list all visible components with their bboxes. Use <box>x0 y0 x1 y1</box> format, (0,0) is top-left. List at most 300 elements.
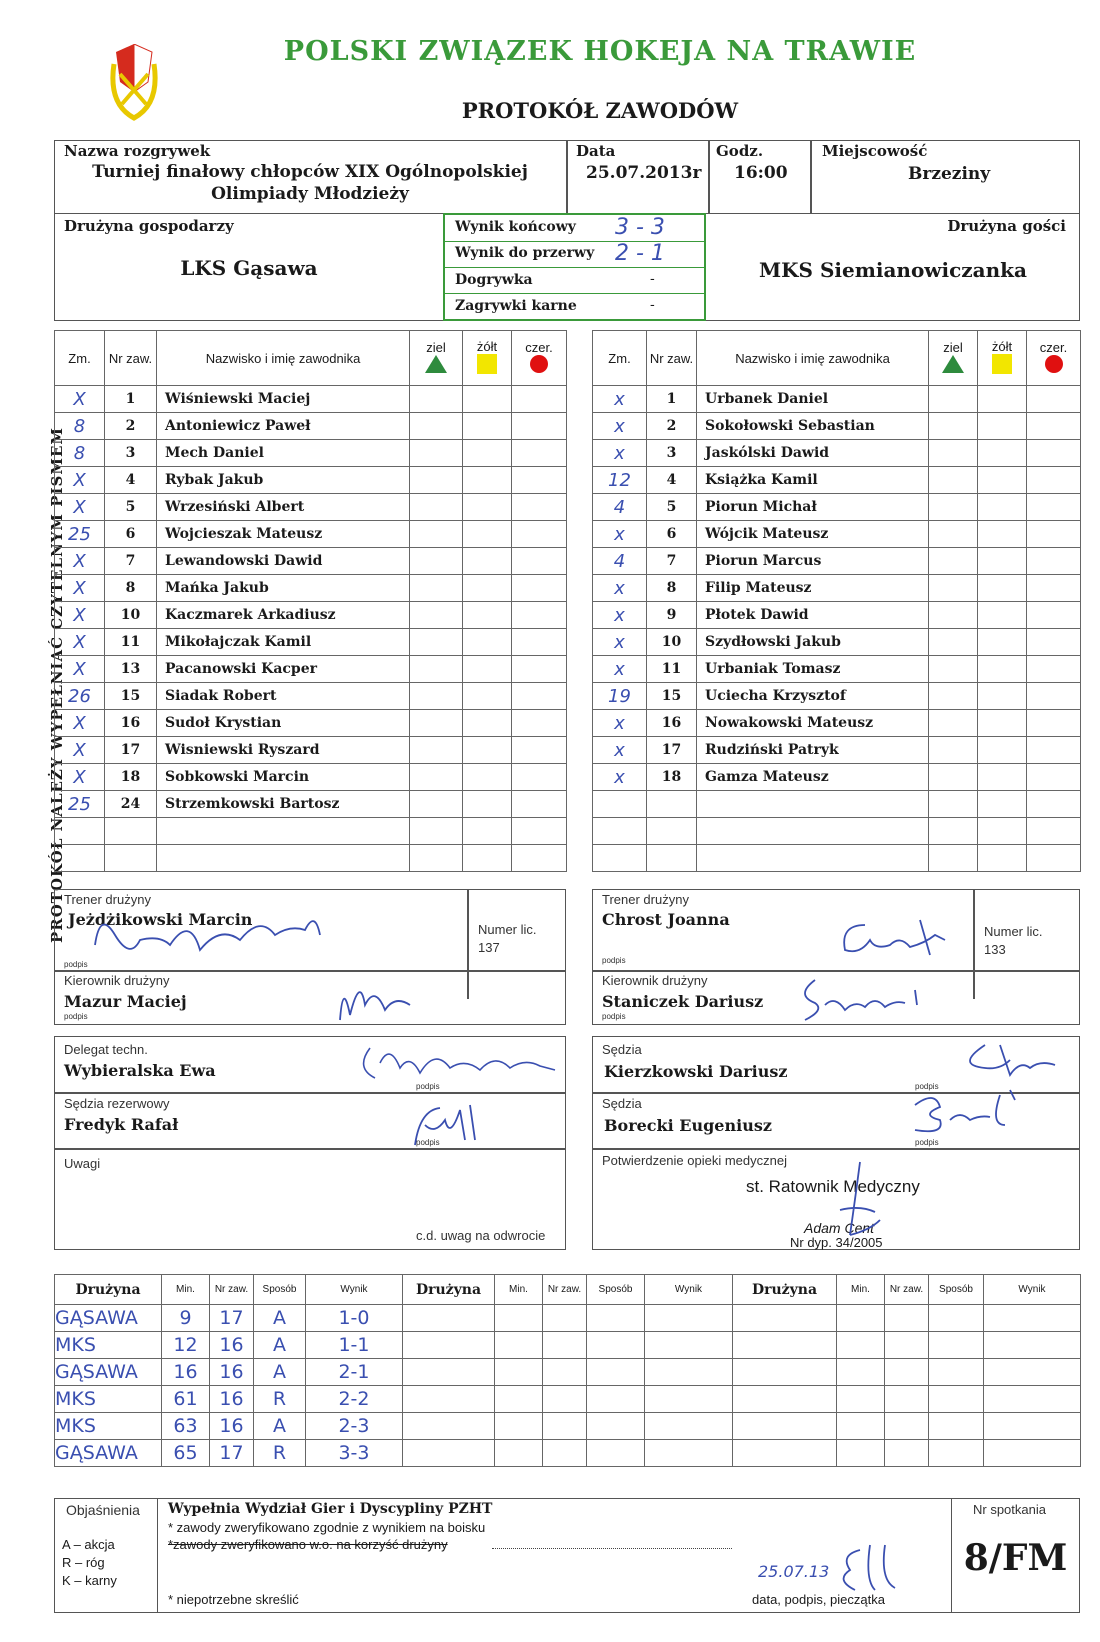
player-name: Urbanek Daniel <box>697 386 929 413</box>
player-name: Gamza Mateusz <box>697 764 929 791</box>
red-card-cell <box>512 548 567 575</box>
col-red: czer. <box>1027 331 1081 386</box>
yellow-card-cell <box>463 791 512 818</box>
col-yellow: żółt <box>978 331 1027 386</box>
yellow-card-cell <box>978 386 1027 413</box>
yellow-card-cell <box>463 575 512 602</box>
player-row <box>593 575 1081 602</box>
green-card-cell <box>929 575 978 602</box>
player-change: x <box>593 521 647 548</box>
red-card-cell <box>512 440 567 467</box>
player-change: 25 <box>55 791 105 818</box>
goal-way <box>587 1440 645 1467</box>
player-name: Pacanowski Kacper <box>157 656 410 683</box>
red-card-cell <box>512 683 567 710</box>
player-row <box>593 656 1081 683</box>
player-name: Piorun Marcus <box>697 548 929 575</box>
player-number: 11 <box>105 629 157 656</box>
time-label: Godz. <box>716 142 764 160</box>
goal-min: 9 <box>162 1305 210 1332</box>
player-change: X <box>55 656 105 683</box>
player-row <box>55 764 567 791</box>
green-card-cell <box>410 683 463 710</box>
player-change: X <box>55 629 105 656</box>
goals-col-nr: Nr zaw. <box>543 1275 587 1305</box>
green-card-cell <box>410 386 463 413</box>
green-card-cell <box>929 548 978 575</box>
result-row-penalties: Zagrywki karne - <box>455 297 655 314</box>
panel-line1: * zawody zweryfikowano zgodnie z wynikiem na boisku <box>168 1520 486 1535</box>
player-change: X <box>55 710 105 737</box>
green-card-cell <box>410 413 463 440</box>
red-card-cell <box>512 602 567 629</box>
time-value: 16:00 <box>734 163 788 183</box>
referee2-signature <box>905 1085 1025 1140</box>
red-card-cell <box>1027 548 1081 575</box>
player-change: x <box>593 710 647 737</box>
goals-col-min: Min. <box>495 1275 543 1305</box>
player-row <box>55 602 567 629</box>
yellow-card-cell <box>463 521 512 548</box>
player-change: X <box>55 602 105 629</box>
goal-nr <box>543 1359 587 1386</box>
side-note: PROTOKÓŁ NALEŻY WYPEŁNIAĆ CZYTELNYM PISMEM <box>48 426 66 944</box>
goal-team <box>403 1440 495 1467</box>
goal-team <box>403 1305 495 1332</box>
player-name: Sudoł Krystian <box>157 710 410 737</box>
player-name: Rybak Jakub <box>157 467 410 494</box>
goal-nr <box>885 1413 929 1440</box>
goal-min <box>495 1413 543 1440</box>
player-change: X <box>55 575 105 602</box>
goal-score <box>984 1386 1081 1413</box>
goal-nr: 16 <box>210 1332 254 1359</box>
green-card-cell <box>410 467 463 494</box>
away-coach-name: Chrost Joanna <box>602 910 730 929</box>
player-number: 17 <box>105 737 157 764</box>
player-change: 4 <box>593 548 647 575</box>
medical-label: Potwierdzenie opieki medycznej <box>602 1153 787 1168</box>
goal-score: 3-3 <box>306 1440 403 1467</box>
player-name: Szydłowski Jakub <box>697 629 929 656</box>
green-card-cell <box>929 764 978 791</box>
green-card-cell <box>929 440 978 467</box>
delegate-name: Wybieralska Ewa <box>64 1061 216 1080</box>
yellow-card-cell <box>463 467 512 494</box>
goal-min <box>837 1386 885 1413</box>
player-row <box>55 413 567 440</box>
player-number: 5 <box>105 494 157 521</box>
col-green: ziel <box>929 331 978 386</box>
red-card-cell <box>1027 629 1081 656</box>
player-name <box>697 845 929 872</box>
away-manager-name: Staniczek Dariusz <box>602 992 764 1011</box>
player-row <box>55 467 567 494</box>
goal-way <box>929 1440 984 1467</box>
red-card-cell <box>1027 521 1081 548</box>
player-number: 3 <box>647 440 697 467</box>
competition-label: Nazwa rozgrywek <box>64 142 211 160</box>
player-number: 15 <box>105 683 157 710</box>
player-number: 3 <box>105 440 157 467</box>
player-name: Sobkowski Marcin <box>157 764 410 791</box>
red-card-cell <box>1027 791 1081 818</box>
home-manager-name: Mazur Maciej <box>64 992 187 1011</box>
home-coach-signature <box>90 905 330 965</box>
goal-score <box>645 1440 733 1467</box>
result-row-overtime: Dogrywka - <box>445 267 704 294</box>
player-row <box>593 467 1081 494</box>
goal-way: R <box>254 1386 306 1413</box>
green-card-cell <box>410 656 463 683</box>
red-card-cell <box>1027 710 1081 737</box>
yellow-card-icon <box>992 354 1012 374</box>
yellow-card-cell <box>978 413 1027 440</box>
player-name: Książka Kamil <box>697 467 929 494</box>
player-number: 1 <box>647 386 697 413</box>
goals-col-nr: Nr zaw. <box>885 1275 929 1305</box>
player-number: 10 <box>105 602 157 629</box>
green-card-cell <box>929 413 978 440</box>
yellow-card-cell <box>463 764 512 791</box>
yellow-card-cell <box>978 602 1027 629</box>
panel-signature <box>835 1540 905 1600</box>
goal-min <box>837 1413 885 1440</box>
player-name: Wójcik Mateusz <box>697 521 929 548</box>
yellow-card-cell <box>463 602 512 629</box>
player-row <box>55 710 567 737</box>
goal-nr <box>543 1332 587 1359</box>
red-card-icon <box>530 355 548 373</box>
player-row <box>593 548 1081 575</box>
player-number: 7 <box>105 548 157 575</box>
goal-way <box>929 1332 984 1359</box>
goal-team <box>733 1440 837 1467</box>
goal-team <box>733 1332 837 1359</box>
home-manager-label: Kierownik drużyny <box>64 973 170 988</box>
goal-score: 2-2 <box>306 1386 403 1413</box>
goal-nr <box>543 1386 587 1413</box>
goal-score <box>645 1413 733 1440</box>
player-row <box>593 602 1081 629</box>
goal-row <box>55 1332 1081 1359</box>
goal-score <box>645 1359 733 1386</box>
yellow-card-cell <box>463 656 512 683</box>
medical-role: st. Ratownik Medyczny <box>746 1177 920 1196</box>
goal-score <box>984 1440 1081 1467</box>
player-row <box>55 737 567 764</box>
yellow-card-cell <box>978 656 1027 683</box>
player-number: 18 <box>647 764 697 791</box>
green-card-cell <box>410 602 463 629</box>
red-card-cell <box>1027 386 1081 413</box>
home-manager-signature <box>335 975 415 1025</box>
player-number: 7 <box>647 548 697 575</box>
goal-way <box>587 1332 645 1359</box>
goal-score <box>984 1359 1081 1386</box>
player-number: 8 <box>647 575 697 602</box>
player-change: x <box>593 764 647 791</box>
player-name: Lewandowski Dawid <box>157 548 410 575</box>
player-change <box>593 818 647 845</box>
green-card-cell <box>410 764 463 791</box>
home-coach-name: Jeżdżikowski Marcin <box>68 910 253 929</box>
goal-team <box>733 1305 837 1332</box>
panel-line2: *zawody zweryfikowano w.o. na korzyść drużyny <box>168 1537 448 1552</box>
player-change: x <box>593 737 647 764</box>
player-row <box>593 737 1081 764</box>
red-card-icon <box>1045 355 1063 373</box>
green-card-cell <box>929 521 978 548</box>
goal-row <box>55 1440 1081 1467</box>
goal-score: 2-1 <box>306 1359 403 1386</box>
yellow-card-cell <box>978 683 1027 710</box>
goal-nr <box>543 1305 587 1332</box>
goals-table <box>54 1274 1081 1467</box>
player-change: x <box>593 575 647 602</box>
place-value: Brzeziny <box>908 164 991 184</box>
col-green: ziel <box>410 331 463 386</box>
yellow-card-cell <box>978 575 1027 602</box>
green-card-cell <box>410 494 463 521</box>
player-name: Siadak Robert <box>157 683 410 710</box>
goals-col-min: Min. <box>162 1275 210 1305</box>
reserve-ref-label: Sędzia rezerwowy <box>64 1096 170 1111</box>
yellow-card-cell <box>978 737 1027 764</box>
player-number: 10 <box>647 629 697 656</box>
goal-team: MKS <box>55 1332 162 1359</box>
player-name: Uciecha Krzysztof <box>697 683 929 710</box>
goal-score <box>984 1305 1081 1332</box>
player-row <box>593 818 1081 845</box>
panel-title: Wypełnia Wydział Gier i Dyscypliny PZHT <box>168 1501 493 1517</box>
player-change: 25 <box>55 521 105 548</box>
medical-signature <box>820 1160 900 1245</box>
player-number: 5 <box>647 494 697 521</box>
player-number: 4 <box>105 467 157 494</box>
goal-way: R <box>254 1440 306 1467</box>
player-name <box>157 818 410 845</box>
player-change: X <box>55 386 105 413</box>
goal-row <box>55 1359 1081 1386</box>
goal-way <box>587 1413 645 1440</box>
result-row-final: Wynik końcowy 3 - 3 <box>445 215 704 242</box>
goals-col-team: Drużyna <box>55 1275 162 1305</box>
date-value: 25.07.2013r <box>586 163 702 183</box>
goal-nr <box>885 1305 929 1332</box>
red-card-cell <box>512 764 567 791</box>
goal-min <box>495 1305 543 1332</box>
goal-nr <box>885 1359 929 1386</box>
goal-score: 1-0 <box>306 1305 403 1332</box>
player-number: 6 <box>105 521 157 548</box>
away-license-label: Numer lic. <box>984 924 1043 939</box>
red-card-cell <box>1027 413 1081 440</box>
goal-score <box>645 1332 733 1359</box>
player-change: x <box>593 602 647 629</box>
player-name: Nowakowski Mateusz <box>697 710 929 737</box>
goal-team <box>733 1359 837 1386</box>
player-name: Filip Mateusz <box>697 575 929 602</box>
goal-min <box>837 1332 885 1359</box>
col-nr: Nr zaw. <box>105 331 157 386</box>
goals-col-team: Drużyna <box>733 1275 837 1305</box>
goal-team <box>403 1413 495 1440</box>
yellow-card-cell <box>463 845 512 872</box>
panel-handwritten-date: 25.07.13 <box>758 1562 830 1581</box>
player-name: Sokołowski Sebastian <box>697 413 929 440</box>
player-change: x <box>593 413 647 440</box>
player-row <box>55 656 567 683</box>
red-card-cell <box>512 629 567 656</box>
goal-team <box>733 1413 837 1440</box>
red-card-cell <box>512 737 567 764</box>
yellow-card-cell <box>978 521 1027 548</box>
red-card-cell <box>512 386 567 413</box>
result-row-half: Wynik do przerwy 2 - 1 <box>445 241 704 268</box>
player-name: Urbaniak Tomasz <box>697 656 929 683</box>
player-number: 11 <box>647 656 697 683</box>
home-license-label: Numer lic. <box>478 922 537 937</box>
goal-team: GĄSAWA <box>55 1440 162 1467</box>
player-number: 18 <box>105 764 157 791</box>
red-card-cell <box>1027 845 1081 872</box>
player-name: Wisniewski Ryszard <box>157 737 410 764</box>
referee2-name: Borecki Eugeniusz <box>604 1116 772 1135</box>
green-card-cell <box>410 521 463 548</box>
goal-way: A <box>254 1359 306 1386</box>
player-change <box>55 845 105 872</box>
home-players-table <box>54 330 567 872</box>
col-name: Nazwisko i imię zawodnika <box>157 331 410 386</box>
player-row <box>55 440 567 467</box>
goal-row <box>55 1413 1081 1440</box>
player-change: 12 <box>593 467 647 494</box>
yellow-card-cell <box>463 629 512 656</box>
player-row <box>593 710 1081 737</box>
col-red: czer. <box>512 331 567 386</box>
yellow-card-cell <box>463 710 512 737</box>
results-box <box>443 213 706 321</box>
player-number: 16 <box>105 710 157 737</box>
player-number: 4 <box>647 467 697 494</box>
green-card-cell <box>929 845 978 872</box>
green-card-cell <box>410 737 463 764</box>
green-card-cell <box>410 818 463 845</box>
player-name <box>697 818 929 845</box>
red-card-cell <box>1027 494 1081 521</box>
remarks-label: Uwagi <box>64 1156 101 1171</box>
goal-min <box>837 1440 885 1467</box>
green-card-cell <box>410 845 463 872</box>
home-team-label: Drużyna gospodarzy <box>64 217 234 235</box>
player-name <box>157 845 410 872</box>
yellow-card-cell <box>978 440 1027 467</box>
goals-col-score: Wynik <box>645 1275 733 1305</box>
player-number: 1 <box>105 386 157 413</box>
player-row <box>55 845 567 872</box>
goal-way <box>587 1386 645 1413</box>
green-card-cell <box>929 629 978 656</box>
goal-nr <box>885 1386 929 1413</box>
goal-min: 61 <box>162 1386 210 1413</box>
red-card-cell <box>1027 764 1081 791</box>
goals-col-way: Sposób <box>929 1275 984 1305</box>
player-number <box>105 845 157 872</box>
yellow-card-cell <box>978 710 1027 737</box>
player-row <box>593 845 1081 872</box>
goal-nr <box>543 1440 587 1467</box>
player-change: 4 <box>593 494 647 521</box>
player-change: x <box>593 440 647 467</box>
goals-col-score: Wynik <box>984 1275 1081 1305</box>
goal-min <box>495 1359 543 1386</box>
yellow-card-cell <box>463 440 512 467</box>
red-card-cell <box>512 521 567 548</box>
yellow-card-cell <box>978 845 1027 872</box>
goal-way <box>929 1413 984 1440</box>
player-name: Mikołajczak Kamil <box>157 629 410 656</box>
player-name: Wiśniewski Maciej <box>157 386 410 413</box>
player-change: X <box>55 764 105 791</box>
goal-score <box>984 1413 1081 1440</box>
red-card-cell <box>1027 656 1081 683</box>
red-card-cell <box>512 494 567 521</box>
goal-team <box>403 1359 495 1386</box>
player-name: Kaczmarek Arkadiusz <box>157 602 410 629</box>
away-coach-signature <box>835 915 955 960</box>
yellow-card-cell <box>978 467 1027 494</box>
home-team-name: LKS Gąsawa <box>180 256 318 280</box>
goal-min <box>495 1332 543 1359</box>
player-row <box>593 629 1081 656</box>
player-row <box>55 575 567 602</box>
delegate-signature <box>355 1038 565 1088</box>
player-row <box>593 413 1081 440</box>
goal-team <box>403 1332 495 1359</box>
yellow-card-cell <box>978 548 1027 575</box>
yellow-card-cell <box>978 764 1027 791</box>
green-card-cell <box>410 440 463 467</box>
player-number: 24 <box>105 791 157 818</box>
goal-team: MKS <box>55 1413 162 1440</box>
yellow-card-cell <box>463 818 512 845</box>
yellow-card-cell <box>463 386 512 413</box>
player-change: X <box>55 548 105 575</box>
yellow-card-cell <box>978 629 1027 656</box>
red-card-cell <box>512 818 567 845</box>
player-number: 9 <box>647 602 697 629</box>
away-team-name: MKS Siemianowiczanka <box>759 258 1027 282</box>
player-number: 2 <box>647 413 697 440</box>
player-name: Rudziński Patryk <box>697 737 929 764</box>
goals-col-way: Sposób <box>587 1275 645 1305</box>
green-card-cell <box>929 818 978 845</box>
goals-col-way: Sposób <box>254 1275 306 1305</box>
player-name: Wrzesiński Albert <box>157 494 410 521</box>
player-change: X <box>55 467 105 494</box>
player-row <box>55 791 567 818</box>
goal-team <box>733 1386 837 1413</box>
green-card-cell <box>929 494 978 521</box>
red-card-cell <box>1027 575 1081 602</box>
player-change <box>593 845 647 872</box>
medical-name: Adam Cent <box>804 1220 875 1236</box>
goal-way <box>929 1359 984 1386</box>
goal-nr <box>885 1332 929 1359</box>
red-card-cell <box>512 791 567 818</box>
red-card-cell <box>1027 602 1081 629</box>
